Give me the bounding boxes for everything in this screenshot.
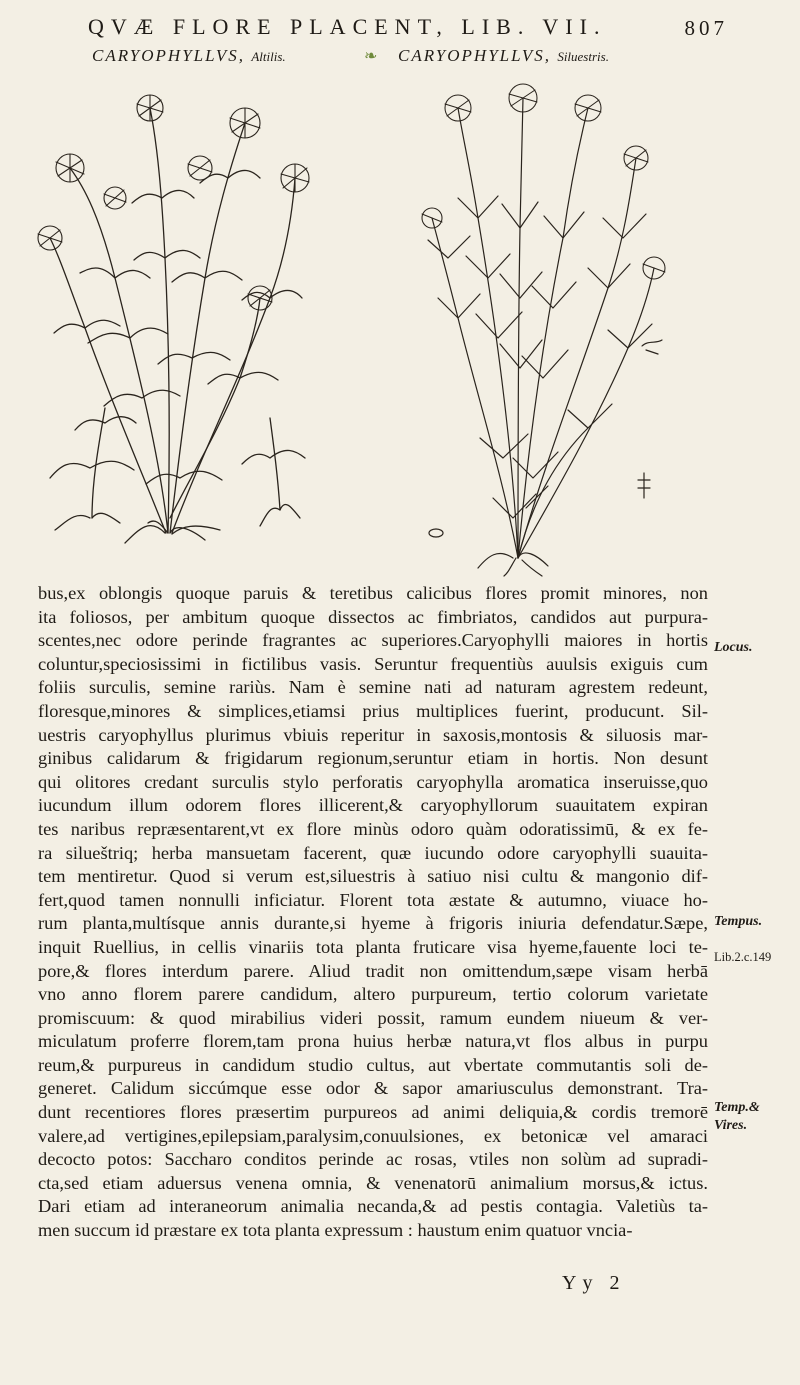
body-line: tes naribus repræsentarent,vt ex flore minùs odoro quàm odoratissimū, & ex fe- — [38, 818, 708, 839]
body-line: promiscuum: & quod mirabilius videri possit, ramum eundem niueum & ver- — [38, 1007, 708, 1028]
body-line: miculatum proferre florem,tam prona huius herbæ natura,vt flos albus in purpu — [38, 1031, 708, 1052]
body-line: scentes,nec odore perinde fragrantes ac superiores.Caryophylli maiores in hortis — [38, 630, 708, 651]
body-line: ginibus calidarum & frigidarum regionum,seruntur etiam in hortis. Non desunt — [38, 748, 708, 769]
body-line: tem mentiretur. Quod si verum est,siluestris à satiuo nisi cultu & mangonio dif- — [38, 866, 708, 887]
body-line: coluntur,speciosissimi in fictilibus vasis. Seruntur frequentiùs auulsis exiguis cum — [38, 653, 708, 674]
body-line: decocto potos: Saccharo conditos perinde ac rosas, vtiles non solùm ad supradi- — [38, 1149, 708, 1170]
body-line: foliis surculis, semine rariùs. Nam è semine nati ad naturam agrestem redeunt, — [38, 677, 708, 698]
body-line: ra silueštriq; herba mansuetam facerent, quæ iucundo odore caryophylli suauita- — [38, 842, 708, 863]
left-plant-name: CARYOPHYLLVS, — [92, 46, 246, 65]
body-line: uestris caryophyllus plurimus vbiuis reperitur in saxosis,montosis & siluosis mar- — [38, 724, 708, 745]
body-line: men succum id præstare ex tota planta expressum : haustum enim quatuor vncia- — [38, 1220, 633, 1241]
body-line: valere,ad vertigines,epilepsiam,paralysim,conuulsiones, ex betonicæ vel amaraci — [38, 1125, 708, 1146]
body-line: Dari etiam ad interaneorum animalia necanda,& ad pestis contagia. Valetiùs ta- — [38, 1196, 708, 1217]
left-plant-qualifier: Altilis. — [251, 49, 286, 64]
body-line: ita foliosos, per ambitum quoque dissectos ac fimbriatos, candidos aut purpura- — [38, 606, 708, 627]
body-line: iucundum illum odorem flores illicerent,& caryophyllorum suauitatem expiran — [38, 795, 708, 816]
body-line: pore,& flores interdum parere. Aliud tradit non omittendum,sæpe visam herbā — [38, 960, 708, 981]
right-plant-qualifier: Siluestris. — [557, 49, 609, 64]
woodcut-carnation-wild — [418, 78, 680, 578]
running-head: QVÆ FLORE PLACENT, LIB. VII. — [88, 14, 607, 39]
woodcut-carnation-cultivated — [30, 78, 320, 548]
margin-note-tempus: Tempus. — [714, 914, 763, 929]
margin-note-temp-vires-2: Vires. — [714, 1118, 748, 1133]
body-line: floresque,minores & simplices,etiamsi prius multiplices fuerint, producunt. Sil- — [38, 700, 708, 721]
page-number: 807 — [684, 16, 728, 40]
body-line: reum,& purpureus in candidum studio cultus, aut vbertate commutantis soli de- — [38, 1054, 708, 1075]
fleuron-ornament-icon: ❧ — [364, 48, 378, 65]
signature-mark: Yy 2 — [562, 1272, 626, 1294]
body-line: generet. Calidum siccúmque esse odor & sapor amariusculus demonstrant. Tra- — [38, 1078, 708, 1099]
body-line: inquit Ruellius, in cellis vinariis tota planta fruticare visa hyeme,fauente loci te- — [38, 936, 708, 957]
body-line: bus,ex oblongis quoque paruis & teretibus calicibus flores promit minores, non — [38, 583, 708, 603]
body-line: vno anno florem parere candidum, altero purpureum, tertio colorum varietate — [38, 984, 708, 1005]
margin-note-reference: Lib.2.c.149 — [714, 950, 772, 964]
body-line: dunt recentiores flores præsertim purpureos ad animi deliquia,& cordis tremorē — [38, 1102, 708, 1123]
body-line: rum planta,multísque annis durante,si hyeme à frigoris iniuria defendatur.Sæpe, — [38, 913, 708, 934]
right-plant-name: CARYOPHYLLVS, — [398, 46, 552, 65]
body-text — [38, 582, 708, 1243]
body-line: fert,quod tamen nonnulli inficiatur. Florent tota æstate & autumno, viuace ho- — [38, 889, 708, 910]
right-plant-title — [398, 46, 609, 66]
margin-note-temp-vires-1: Temp.& — [714, 1100, 760, 1115]
body-line: qui olitores credant surculis stylo perforatis caryophylla aromatica inseruisse,quo — [38, 771, 708, 792]
margin-note-locus: Locus. — [714, 640, 753, 655]
body-line: cta,sed etiam aduersus venena omnia, & venenatorū animalium morsus,& ictus. — [38, 1172, 708, 1193]
left-plant-title — [92, 46, 286, 66]
